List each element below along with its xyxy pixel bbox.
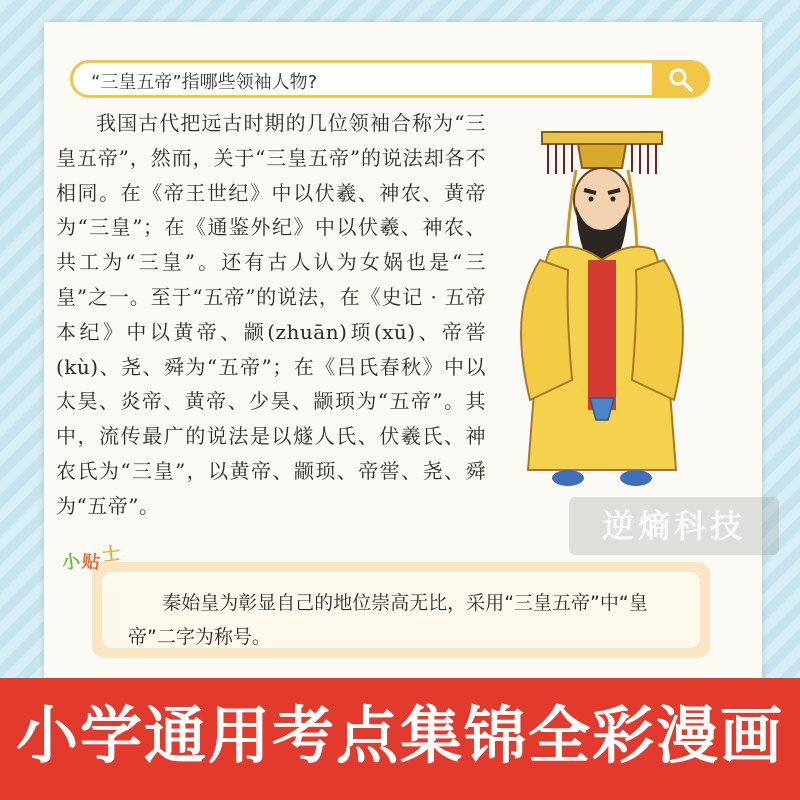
body-paragraph: 我国古代把远古时期的几位领袖合称为“三皇五帝”，然而，关于“三皇五帝”的说法却各不相同。在《帝王世纪》中以伏羲、神农、黄帝为“三皇”；在《通鉴外纪》中以伏羲、神农、共工为“三皇”。还有古人认为女娲也是“三皇”之一。至于“五帝”的说法，在《史记 · 五帝本纪》中以黄帝、颛(zhuān)顼(xū)、帝喾(kù)、尧、舜为“五帝”；在《吕氏春秋》中以太昊、炎帝、黄帝、少昊、颛顼为“五帝”。其中，流传最广的说法是以燧人氏、伏羲氏、神农氏为“三皇”，以黄帝、颛顼、帝喾、尧、舜为“五帝”。: [56, 111, 486, 518]
tip-label: [60, 543, 122, 575]
tip-label-char-3: 士: [101, 543, 122, 566]
tip-label-char-2: 贴: [80, 551, 101, 574]
tip-box: [92, 562, 710, 658]
watermark: 逆熵科技: [569, 497, 779, 555]
bottom-banner: [0, 678, 800, 800]
tip-text: 秦始皇为彰显自己的地位崇高无比，采用“三皇五帝”中“皇帝”二字为称号。: [128, 592, 648, 648]
search-button[interactable]: [652, 60, 710, 98]
emperor-illustration: [480, 110, 720, 500]
tip-label-char-1: 小: [60, 550, 82, 575]
search-icon: [668, 67, 694, 93]
tip-box-inner: [102, 572, 700, 648]
banner-title: 小学通用考点集锦全彩漫画: [15, 699, 784, 772]
question-bar: [70, 60, 710, 98]
question-text: “三皇五帝”指哪些领袖人物?: [91, 72, 318, 93]
